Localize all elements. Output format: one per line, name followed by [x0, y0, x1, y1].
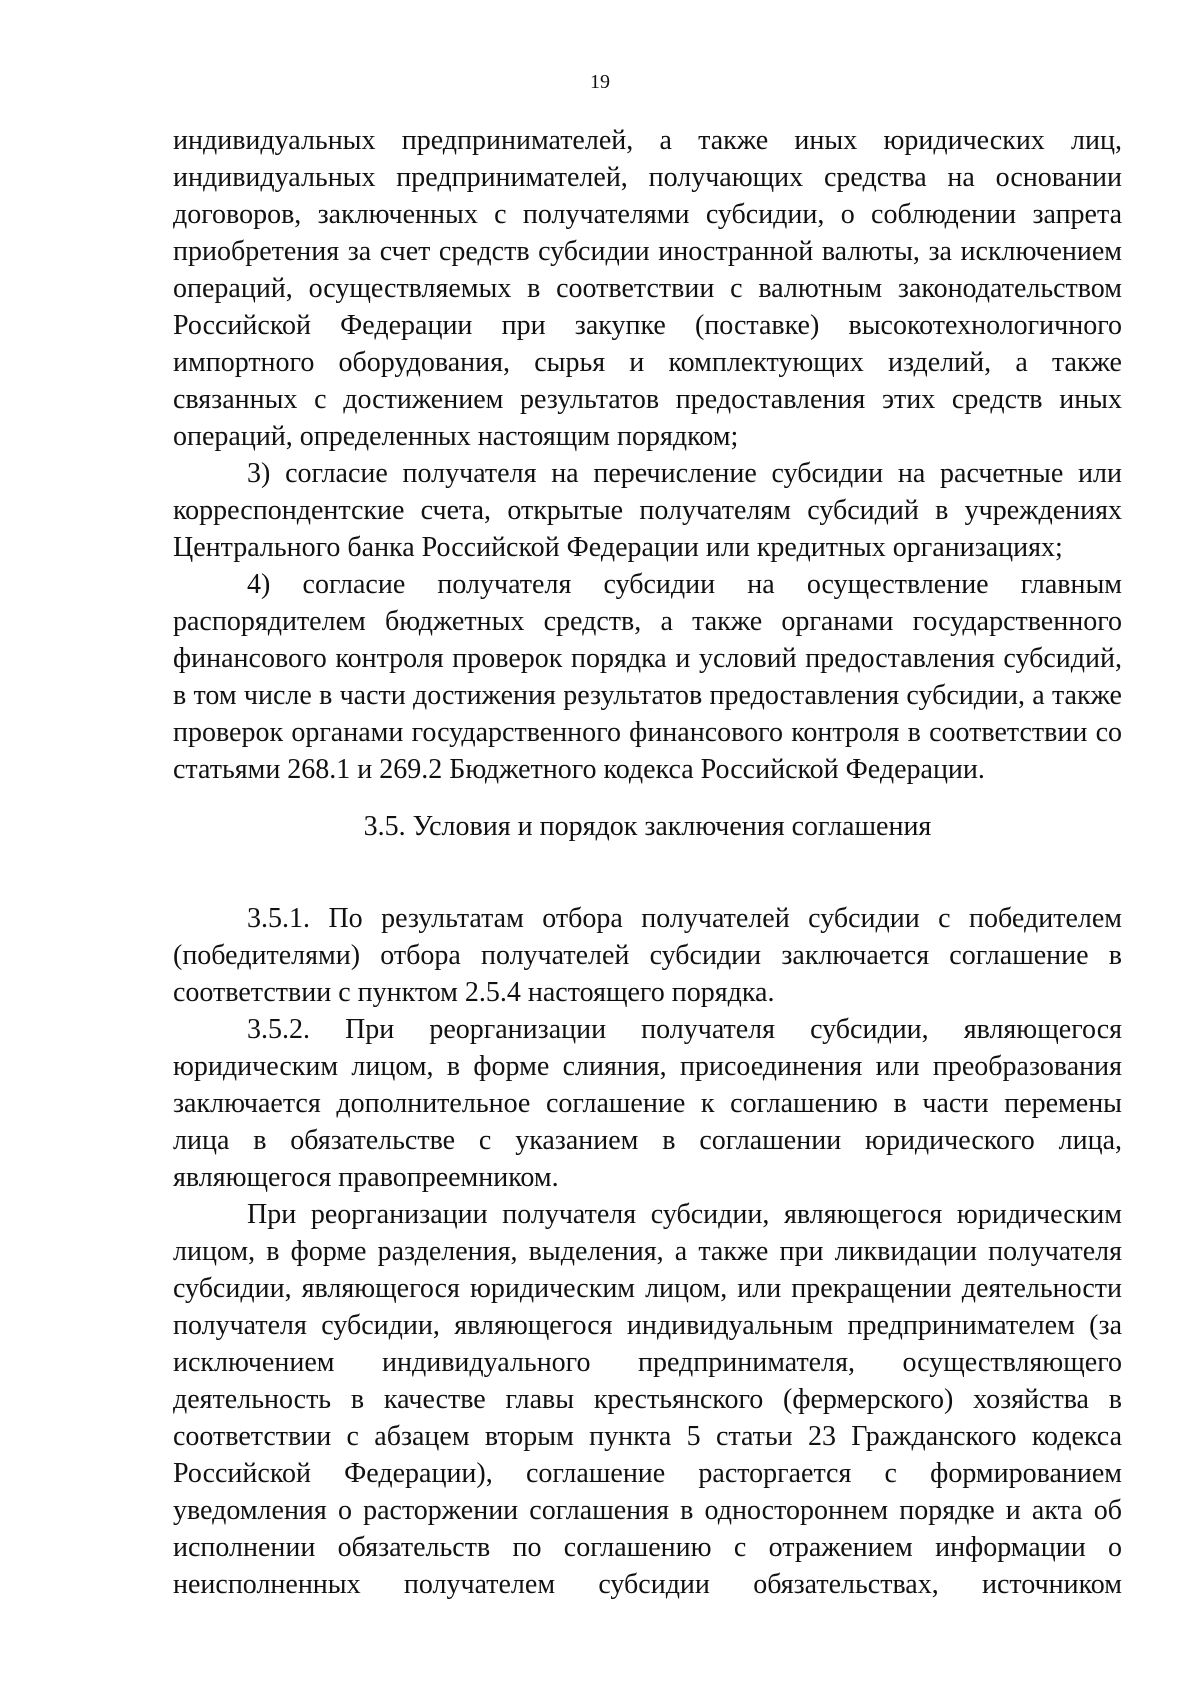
section-heading-3-5: 3.5. Условия и порядок заключения соглашения — [363, 811, 932, 842]
paragraph-3-5-2: 3.5.2. При реорганизации получателя субсидии, являющегося юридическим лицом, в форме слияния, присоединения или преобразования заключается дополнительное соглашение к соглашению в части перемены лица в обязательстве с указанием в соглашении юридического лица, являющегося правопреемником. — [173, 1014, 1122, 1193]
heading-spacer — [173, 845, 1122, 900]
paragraph-reorganization: При реорганизации получателя субсидии, являющегося юридическим лицом, в форме разделения, выделения, а также при ликвидации получателя субсидии, являющегося юридическим лицом, или прекращении деятельности получателя субсидии, являющегося индивидуальным предпринимателем (за исключением индивидуального предпринимателя, осуществляющего деятельность в качестве главы крестьянского (фермерского) хозяйства в соответствии с абзацем вторым пункта 5 статьи 23 Гражданского кодекса Российской Федерации), соглашение расторгается с формированием уведомления о расторжении соглашения в одностороннем порядке и акта об исполнении обязательств по соглашению с отражением информации о неисполненных получателем субсидии обязательствах, источником — [173, 1199, 1122, 1600]
paragraph-continuation: индивидуальных предпринимателей, а также иных юридических лиц, индивидуальных предпринимателей, получающих средства на основании договоров, заключенных с получателями субсидии, о соблюдении запрета приобретения за счет средств субсидии иностранной валюты, за исключением операций, осуществляемых в соответствии с валютным законодательством Российской Федерации при закупке (поставке) высокотехнологичного импортного оборудования, сырья и комплектующих изделий, а также связанных с достижением результатов предоставления этих средств иных операций, определенных настоящим порядком; — [173, 125, 1122, 452]
document-body — [173, 122, 1122, 1603]
paragraph-3-5-1: 3.5.1. По результатам отбора получателей субсидии с победителем (победителями) отбора получателей субсидии заключается соглашение в соответствии с пунктом 2.5.4 настоящего порядка. — [173, 903, 1122, 1008]
paragraph-item-3: 3) согласие получателя на перечисление субсидии на расчетные или корреспондентские счета, открытые получателям субсидий в учреждениях Центрального банка Российской Федерации или кредитных организациях; — [173, 458, 1122, 563]
page-number: 19 — [590, 71, 610, 93]
paragraph-item-4: 4) согласие получателя субсидии на осуществление главным распорядителем бюджетных средств, а также органами государственного финансового контроля проверок порядка и условий предоставления субсидий, в том числе в части достижения результатов предоставления субсидии, а также проверок органами государственного финансового контроля в соответствии со статьями 268.1 и 269.2 Бюджетного кодекса Российской Федерации. — [173, 569, 1122, 785]
